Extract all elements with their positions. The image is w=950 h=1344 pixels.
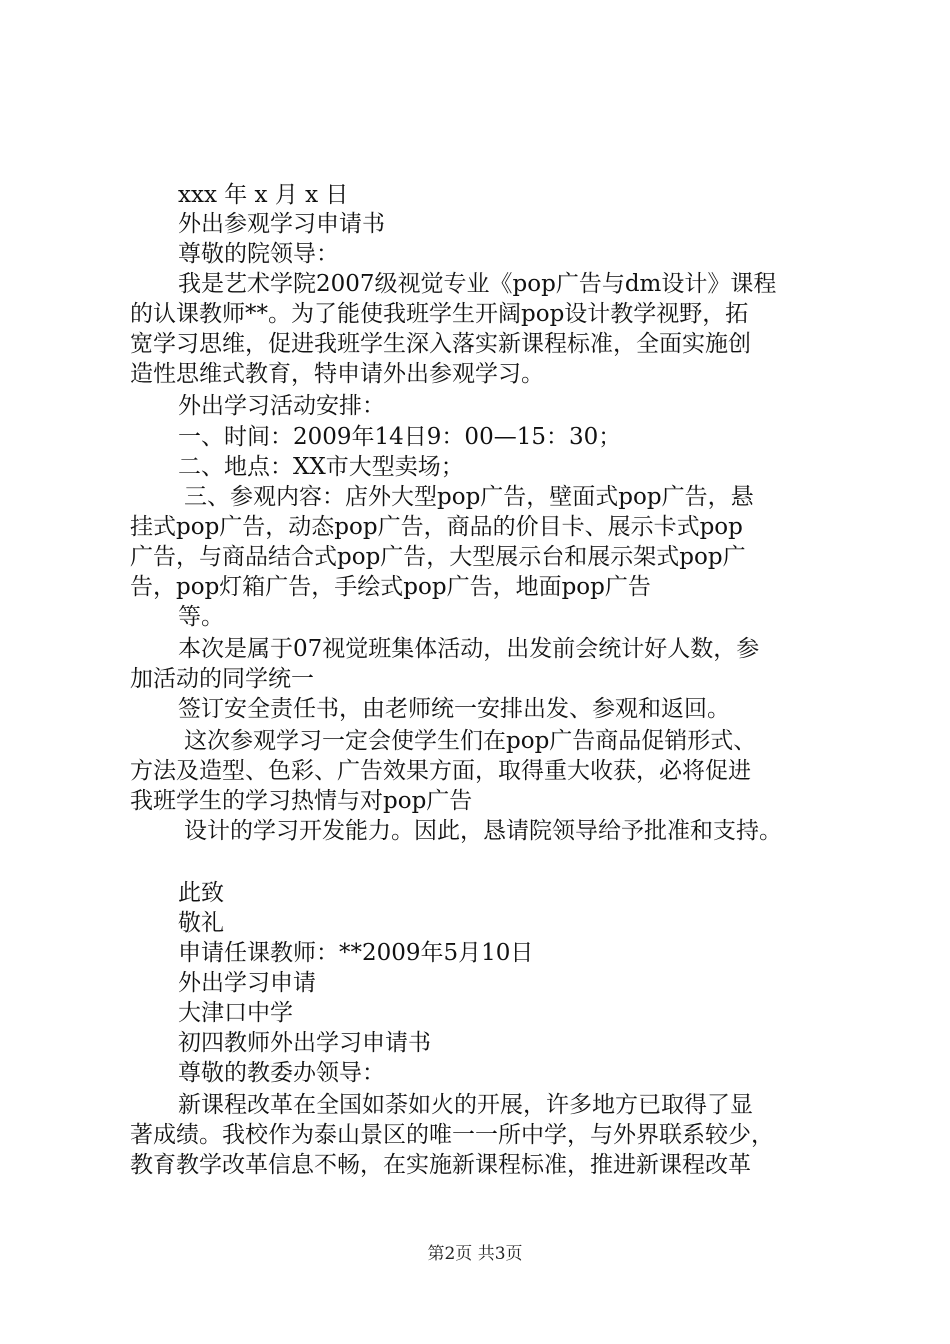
body-line: 加活动的同学统一 — [130, 666, 314, 692]
school-name: 大津口中学 — [178, 1000, 293, 1026]
page-number-footer: 第2页 共3页 — [427, 1244, 523, 1264]
body-line: 方法及造型、色彩、广告效果方面，取得重大收获，必将促进 — [130, 758, 751, 784]
body-line: 设计的学习开发能力。因此，恳请院领导给予批准和支持。 — [184, 818, 782, 844]
body-line: 教育教学改革信息不畅，在实施新课程标准，推进新课程改革 — [130, 1152, 751, 1178]
body-line: 签订安全责任书，由老师统一安排出发、参观和返回。 — [178, 696, 730, 722]
body-line: 我班学生的学习热情与对pop广告 — [130, 788, 473, 814]
body-line: 著成绩。我校作为泰山景区的唯一一所中学，与外界联系较少， — [130, 1122, 774, 1148]
body-line: 挂式pop广告，动态pop广告，商品的价目卡、展示卡式pop — [130, 514, 743, 540]
section-heading: 外出学习活动安排： — [178, 393, 385, 419]
body-line: 告，pop灯箱广告，手绘式pop广告，地面pop广告 — [130, 574, 651, 600]
doc-title: 外出参观学习申请书 — [178, 211, 385, 237]
body-line: 广告，与商品结合式pop广告，大型展示台和展示架式pop广 — [130, 544, 746, 570]
body-line: 等。 — [178, 604, 224, 630]
body-line: 这次参观学习一定会使学生们在pop广告商品促销形式、 — [184, 728, 757, 754]
body-line: 造性思维式教育，特申请外出参观学习。 — [130, 361, 544, 387]
section-heading: 外出学习申请 — [178, 970, 316, 996]
body-line: 新课程改革在全国如荼如火的开展，许多地方已取得了显 — [178, 1092, 753, 1118]
body-line: 本次是属于07视觉班集体活动，出发前会统计好人数，参 — [178, 636, 760, 662]
closing-line: 敬礼 — [178, 910, 224, 936]
date-line: xxx 年 x 月 x 日 — [178, 182, 349, 208]
body-line: 我是艺术学院2007级视觉专业《pop广告与dm设计》课程 — [178, 271, 777, 297]
signature-line: 申请任课教师：**2009年5月10日 — [178, 940, 534, 966]
body-line: 的认课教师**。为了能使我班学生开阔pop设计教学视野，拓 — [130, 301, 749, 327]
doc-title: 初四教师外出学习申请书 — [178, 1030, 431, 1056]
salutation: 尊敬的院领导： — [178, 241, 339, 267]
list-item: 二、地点：XX市大型卖场； — [178, 454, 464, 480]
list-item: 三、参观内容：店外大型pop广告，壁面式pop广告，悬 — [184, 484, 754, 510]
body-line: 宽学习思维，促进我班学生深入落实新课程标准，全面实施创 — [130, 331, 751, 357]
closing-line: 此致 — [178, 880, 224, 906]
list-item: 一、时间：2009年14日9：00—15：30； — [178, 424, 622, 450]
salutation: 尊敬的教委办领导： — [178, 1060, 385, 1086]
